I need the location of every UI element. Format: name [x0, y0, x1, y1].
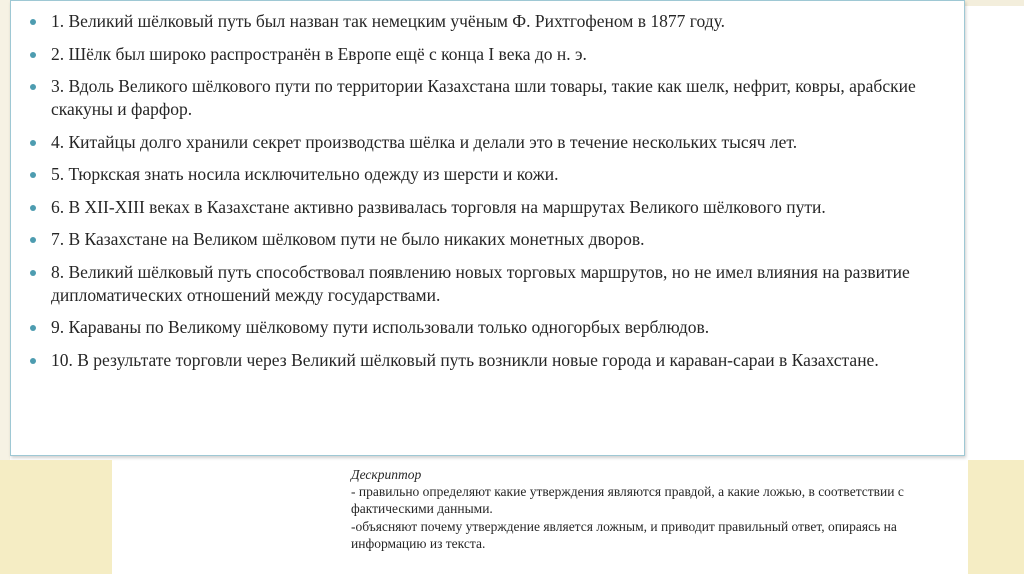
statement-item: [25, 10, 955, 33]
bullet-icon: [30, 358, 36, 364]
statement-text: 10. В результате торговли через Великий шёлковый путь возникли новые города и караван-сараи в Казахстане.: [51, 349, 879, 370]
descriptor-criterion-1: - правильно определяют какие утверждения являются правдой, а какие ложью, в соответствии с фактическими данными.: [351, 484, 904, 517]
statement-text: 8. Великий шёлковый путь способствовал появлению новых торговых маршрутов, но не имел влияния на развитие дипломатических отношений между государствами.: [51, 261, 910, 305]
statement-text: 9. Караваны по Великому шёлковому пути использовали только одногорбых верблюдов.: [51, 317, 710, 337]
statement-item: [25, 131, 955, 154]
statement-item: [25, 196, 955, 219]
statement-item: [25, 43, 955, 66]
bullet-icon: [30, 325, 36, 331]
statement-item: [25, 316, 955, 339]
left-decor-strip: [0, 0, 10, 460]
bullet-icon: [30, 84, 36, 90]
statement-text: 6. В XII-XIII веках в Казахстане активно развивалась торговля на маршрутах Великого шёлкового пути.: [51, 196, 826, 217]
statement-text: 2. Шёлк был широко распространён в Европе ещё с конца I века до н. э.: [51, 43, 587, 64]
bottom-right-decor-panel: [968, 460, 1024, 574]
statement-text: 4. Китайцы долго хранили секрет производства шёлка и делали это в течение нескольких тысяч лет.: [51, 131, 798, 152]
statement-text: 1. Великий шёлковый путь был назван так немецким учёным Ф. Рихтгофеном в 1877 году.: [51, 11, 726, 31]
statement-text: 3. Вдоль Великого шёлкового пути по территории Казахстана шли товары, такие как шелк, нефрит, ковры, арабские скакуны и фарфор.: [51, 76, 916, 119]
bullet-icon: [30, 52, 36, 58]
statement-text: 5. Тюркская знать носила исключительно одежду из шерсти и кожи.: [51, 164, 559, 184]
descriptor-criterion-2: -объясняют почему утверждение является ложным, и приводит правильный ответ, опираясь на информацию из текста.: [351, 518, 897, 551]
bullet-icon: [30, 205, 36, 211]
statement-item: [25, 349, 955, 372]
bullet-icon: [30, 19, 36, 25]
statement-item: [25, 261, 955, 307]
statement-item: [25, 228, 955, 251]
statement-item: [25, 163, 955, 186]
bullet-icon: [30, 140, 36, 146]
descriptor-block: [351, 466, 961, 552]
statements-list: [25, 1, 955, 381]
bottom-left-decor-panel: [0, 460, 112, 574]
bullet-icon: [30, 237, 36, 243]
descriptor-title: Дескриптор: [351, 467, 422, 482]
bullet-icon: [30, 270, 36, 276]
statements-box: [10, 0, 965, 456]
bullet-icon: [30, 172, 36, 178]
statement-item: [25, 75, 955, 121]
statement-text: 7. В Казахстане на Великом шёлковом пути не было никаких монетных дворов.: [51, 229, 645, 249]
